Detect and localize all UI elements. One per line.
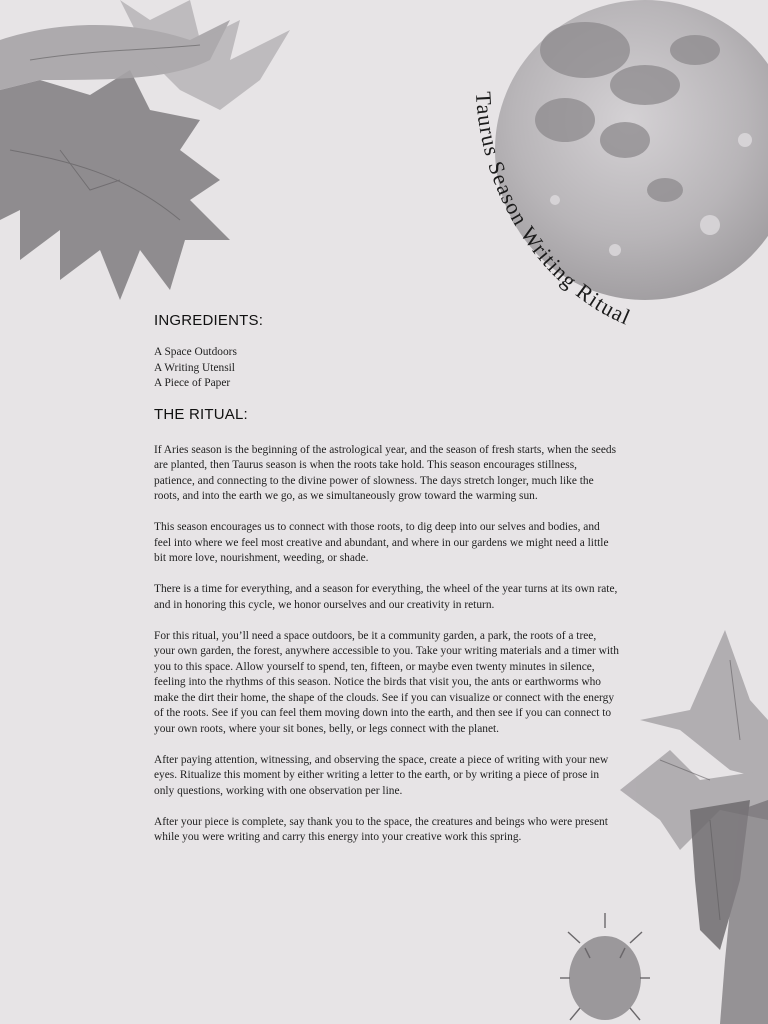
main-content — [154, 308, 619, 861]
ritual-paragraph: There is a time for everything, and a season for everything, the wheel of the year turns at its own rate, and in honoring this cycle, we honor ourselves and our creativity in return. — [154, 583, 618, 611]
ritual-heading: THE RITUAL: — [154, 405, 248, 423]
ingredient-item: A Piece of Paper — [154, 377, 231, 389]
chestnut-illustration — [560, 908, 650, 1024]
ritual-paragraph: For this ritual, you’ll need a space outdoors, be it a community garden, a park, the roots of a tree, your own garden, the forest, anywhere accessible to you. Take your writing materials and a timer with you to this space. Allow yourself to spend, ten, fifteen, or maybe even twenty minutes in silence, feeling into the rhythms of this season. Notice the birds that visit you, the ants or earthworms who make the dirt their home, the shape of the clouds. See if you can visualize or connect with the energy of the roots. See if you can feel them moving down into the earth, and then see if you can connect to your own roots, where your sit bones, belly, or legs connect with the planet. — [154, 629, 619, 735]
ingredients-heading: INGREDIENTS: — [154, 312, 264, 329]
ritual-paragraph: If Aries season is the beginning of the astrological year, and the season of fresh starts, when the seeds are planted, then Taurus season is when the roots take hold. This season encourages stillness, patience, and connecting to the divine power of slowness. The days stretch longer, much like the roots, and into the earth we go, as we simultaneously grow toward the warming sun. — [154, 443, 616, 502]
page-title-text: Taurus Season Writing Ritual — [470, 90, 635, 330]
ingredient-item: A Space Outdoors — [154, 346, 237, 358]
ritual-body — [154, 443, 619, 846]
svg-text:Taurus Season Writing Ritual — [471, 91, 635, 330]
ritual-paragraph: This season encourages us to connect with those roots, to dig deep into our selves and bodies, and feel into where we feel most creative and abundant, and where in our gardens we might need a little bit more love, nourishment, weeding, or shade. — [154, 521, 609, 564]
ritual-paragraph: After paying attention, witnessing, and observing the space, create a piece of writing with your new eyes. Ritualize this moment by either writing a letter to the earth, or by writing a piece of prose in only questions, working with one observation per line. — [154, 753, 609, 797]
ingredient-item: A Writing Utensil — [154, 361, 235, 374]
ingredients-list — [154, 345, 619, 392]
datura-flower-illustration — [0, 0, 320, 320]
ritual-paragraph: After your piece is complete, say thank you to the space, the creatures and beings who were present while you were writing and carry this energy into your creative work this spring. — [154, 815, 608, 843]
